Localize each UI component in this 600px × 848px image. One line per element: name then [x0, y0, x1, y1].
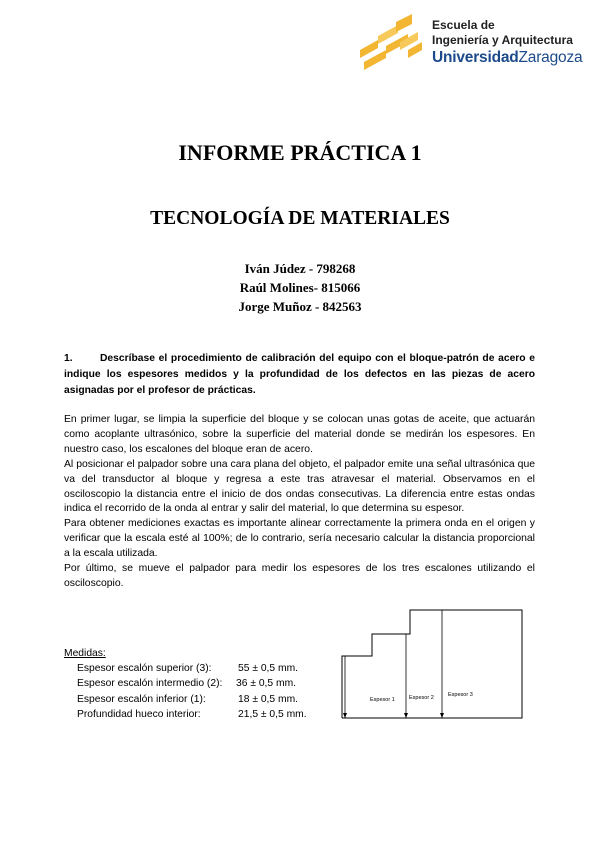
diagram-label-3: Espesor 3	[448, 692, 473, 698]
measure-label-middle: Espesor escalón intermedio (2):	[77, 678, 223, 690]
logo-university: Universidad	[432, 49, 519, 66]
measures-block	[64, 646, 307, 722]
university-logo	[356, 14, 592, 74]
thickness-2-arrowhead	[404, 713, 408, 718]
paragraph-1: En primer lugar, se limpia la superficie del bloque y se colocan unas gotas de aceite, que actuarán como acoplante ultrasónico, sobre la superficie del material donde se medirán los espesores. En nuestro caso, los escalones del bloque eran de acero.	[64, 414, 535, 455]
diagram-label-1: Espesor 1	[370, 697, 395, 703]
diagram-label-2: Espesor 2	[409, 695, 434, 701]
subject-title: TECNOLOGÍA DE MATERIALES	[150, 208, 450, 229]
measure-row	[64, 661, 299, 676]
author-1: Iván Júdez - 798268	[244, 261, 356, 276]
measures-heading: Medidas:	[64, 648, 106, 659]
logo-city: Zaragoza	[518, 49, 583, 66]
report-title: INFORME PRÁCTICA 1	[178, 140, 422, 165]
logo-line-2: Ingeniería y Arquitectura	[432, 33, 573, 47]
thickness-3-arrowhead	[440, 713, 444, 718]
question-number: 1.	[64, 353, 73, 364]
step-outline	[342, 610, 522, 718]
measure-row	[64, 676, 297, 691]
paragraph-2: Al posicionar el palpador sobre una cara plana del objeto, el palpador emite una señal ultrasónica que va del transductor al bloque y regresa a este tras atravesar el material. Observamos en el osciloscopio la distancia entre el inicio de dos ondas consecutivas. La diferencia entre estas ondas indica el recorrido de la onda al entrar y salir del material, lo que determina su espesor.	[64, 458, 535, 515]
measure-value-lower: 18 ± 0,5 mm.	[238, 693, 299, 705]
paragraph-4: Por último, se mueve el palpador para medir los espesores de los tres escalones utilizando el osciloscopio.	[64, 563, 535, 589]
answer-body	[64, 413, 535, 592]
step-block-diagram	[336, 602, 526, 724]
author-3: Jorge Muñoz - 842563	[238, 299, 362, 314]
logo-line-1: Escuela de	[432, 18, 495, 32]
measure-value-hole-depth: 21,5 ± 0,5 mm.	[238, 708, 307, 720]
authors-block	[0, 259, 600, 316]
thickness-1-arrowhead	[343, 713, 347, 718]
measure-label-upper: Espesor escalón superior (3):	[77, 663, 212, 675]
logo-mark-icon	[356, 14, 426, 70]
paragraph-3: Para obtener mediciones exactas es importante alinear correctamente la primera onda en el origen y verificar que la escala esté al 100%; de lo contrario, sería necesario calcular la distancia proporcional a la escala utilizada.	[64, 518, 535, 560]
question-1	[64, 351, 535, 399]
measure-row	[64, 707, 307, 722]
logo-line-3	[432, 50, 582, 65]
author-2: Raúl Molines- 815066	[239, 280, 361, 295]
measure-value-middle: 36 ± 0,5 mm.	[236, 678, 297, 690]
measure-row	[64, 692, 299, 707]
question-text: Descríbase el procedimiento de calibración del equipo con el bloque-patrón de acero e indique los espesores medidos y la profundidad de los defectos en las piezas de acero asignadas por el profesor de prácticas.	[64, 353, 535, 396]
measure-label-hole-depth: Profundidad hueco interior:	[77, 708, 201, 720]
measure-label-lower: Espesor escalón inferior (1):	[77, 693, 206, 705]
measure-value-upper: 55 ± 0,5 mm.	[238, 663, 299, 675]
